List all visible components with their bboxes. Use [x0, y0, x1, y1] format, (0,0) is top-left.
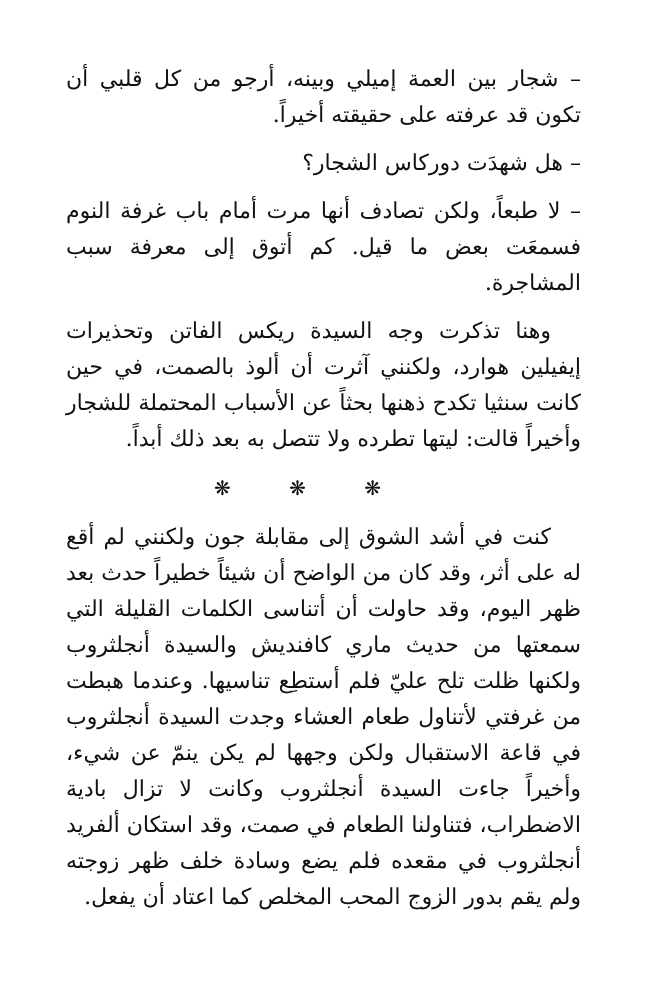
dialogue-line-quarrel: – شجار بين العمة إميلي وبينه، أرجو من كل قلبي أن تكون قد عرفته على حقيقته أخيراً.	[66, 67, 581, 128]
dialogue-line-question: – هل شهدَت دوركاس الشجار؟	[302, 151, 581, 176]
narrative-paragraph: وهنا تذكرت وجه السيدة ريكس الفاتن وتحذيرات إيفيلين هوارد، ولكنني آثرت أن ألوذ بالصمت، في حين كانت سنثيا تكدح ذهنها بحثاً عن الأسباب المحتملة للشجار وأخيراً قالت: ليتها تطرده ولا تتصل به بعد ذلك أبداً.	[66, 319, 581, 452]
section-separator: ❋ ❋ ❋	[214, 476, 407, 500]
narrative-paragraph-bottom: كنت في أشد الشوق إلى مقابلة جون ولكنني لم أقع له على أثر، وقد كان من الواضح أن شيئاً خطيراً حدث بعد ظهر اليوم، وقد حاولت أن أتناسى الكلمات القليلة التي سمعتها من حديث ماري كافنديش والسيدة أنجلثروب ولكنها ظلت تلح عليّ فلم أستطِع تناسيها. وعندما هبطت من غرفتي لأتناول طعام العشاء وجدت السيدة أنجلثروب في قاعة الاستقبال ولكن وجهها لم يكن ينمّ عن شيء، وأخيراً جاءت السيدة أنجلثروب وكانت لا تزال بادية الاضطراب، فتناولنا الطعام في صمت، وقد استكان ألفريد أنجلثروب في مقعده فلم يضع وسادة خلف ظهر زوجته ولم يقم بدور الزوج المحب المخلص كما اعتاد أن يفعل.	[66, 525, 581, 910]
dialogue-line-answer: – لا طبعاً، ولكن تصادف أنها مرت أمام باب غرفة النوم فسمعَت بعض ما قيل. كم أتوق إلى معرفة سبب المشاجرة.	[66, 199, 581, 296]
